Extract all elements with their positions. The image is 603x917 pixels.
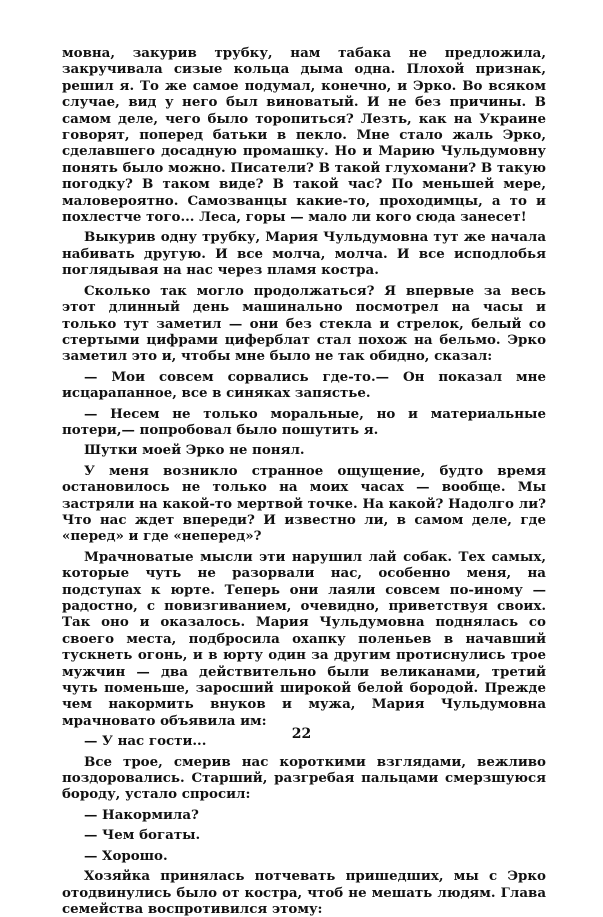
paragraph-6: Шутки моей Эрко не понял. bbox=[84, 442, 305, 459]
page-number: 22 bbox=[291, 726, 312, 742]
paragraph-4: — Мои совсем сорвались где-то.— Он показал мне исцарапанное, все в синяках запястье. bbox=[62, 368, 546, 402]
paragraph-2: Выкурив одну трубку, Мария Чульдумовна тут же начала набивать другую. И все молча, молча. И все исподлобья поглядывая на нас через пламя костра. bbox=[62, 229, 546, 279]
paragraph-14: Хозяйка принялась потчевать пришедших, мы с Эрко отодвинулись было от костра, чтоб не мешать людям. Глава семейства воспротивился этому: bbox=[62, 868, 546, 917]
paragraph-8: Мрачноватые мысли эти нарушил лай собак. Тех самых, которые чуть не разорвали нас, особенно меня, на подступах к юрте. Теперь они лаяли совсем по-иному — радостно, с повизгиванием, очевидно, приветствуя своих. Так оно и оказалось. Мария Чульдумовна поднялась со своего места, подбросила охапку поленьев в начавший тускнеть огонь, и в юрту один за другим протиснулись трое мужчин — два действительно были великанами, третий чуть поменьше, заросший широкой белой бородой. Прежде чем накормить внуков и мужа, Мария Чульдумовна мрачновато объявила им: bbox=[62, 548, 546, 729]
paragraph-9: — У нас гости... bbox=[84, 733, 207, 750]
page-text bbox=[62, 45, 546, 917]
paragraph-13: — Хорошо. bbox=[84, 847, 168, 864]
paragraph-12: — Чем богаты. bbox=[84, 827, 201, 844]
paragraph-7: У меня возникло странное ощущение, будто время остановилось не только на моих часах — вообще. Мы застряли на какой-то мертвой точке. На какой? Надолго ли? Что нас ждет впереди? И известно ли, в самом деле, где «перед» и где «неперед»? bbox=[62, 462, 546, 545]
paragraph-11: — Накормила? bbox=[84, 806, 199, 823]
paragraph-5: — Несем не только моральные, но и материальные потери,— попробовал было пошутить я. bbox=[62, 405, 546, 438]
paragraph-1: мовна, закурив трубку, нам табака не предложила, закручивала сизые кольца дыма одна. Плохой признак, решил я. То же самое подумал, конечно, и Эрко. Во всяком случае, вид у него был виноватый. И не без причины. В самом деле, чего было торопиться? Лезть, как на Украине говорят, поперед батьки в пекло. Мне стало жаль Эрко, сделавшего досадную промашку. Но и Марию Чульдумовну понять было можно. Писатели? В такой глухомани? В такую погодку? В таком виде? В такой час? По меньшей мере, маловероятно. Самозванцы какие-то, проходимцы, а то и похлестче того... Леса, горы — мало ли кого сюда занесет! bbox=[62, 45, 546, 226]
paragraph-3: Сколько так могло продолжаться? Я впервые за весь этот длинный день машинально посмотрел на часы и только тут заметил — они без стекла и стрелок, белый со стертыми цифрами циферблат стал похож на бельмо. Эрко заметил это и, чтобы мне было не так обидно, сказал: bbox=[62, 282, 546, 365]
paragraph-10: Все трое, смерив нас короткими взглядами, вежливо поздоровались. Старший, разгребая пальцами смерзшуюся бороду, устало спросил: bbox=[62, 753, 546, 803]
